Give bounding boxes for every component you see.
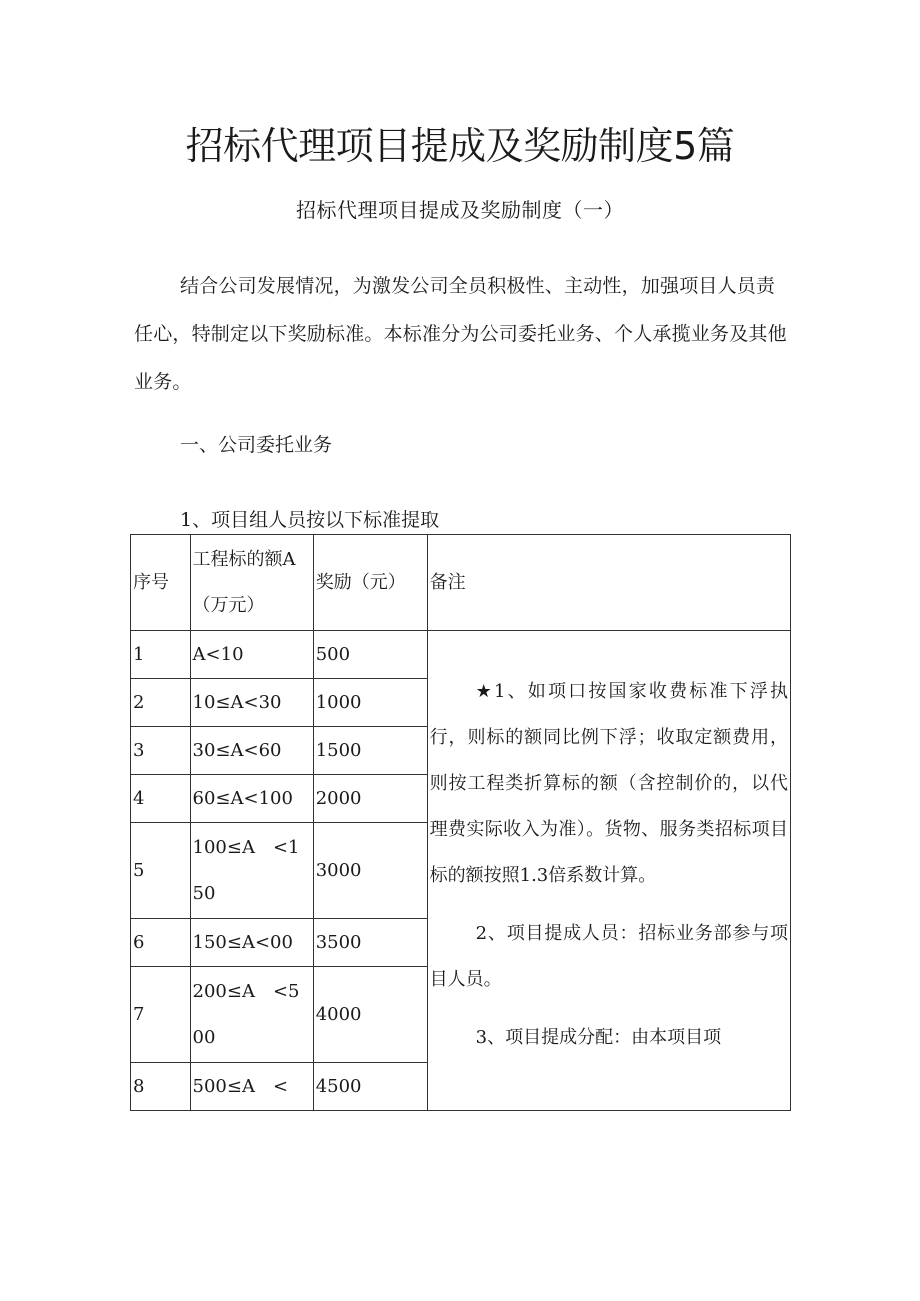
- cell-amount: 30≤A<60: [190, 727, 313, 775]
- header-notes: 备注: [427, 535, 790, 631]
- cell-seq: 6: [131, 919, 191, 967]
- notes-cell: [427, 631, 790, 1111]
- cell-amount: 500≤A <: [190, 1063, 313, 1111]
- header-reward: 奖励（元）: [313, 535, 427, 631]
- reward-table: [130, 534, 791, 1111]
- cell-reward: 4000: [313, 967, 427, 1063]
- cell-seq: 7: [131, 967, 191, 1063]
- cell-seq: 8: [131, 1063, 191, 1111]
- cell-seq: 4: [131, 775, 191, 823]
- note-3: 3、项目提成分配：由本项目项: [475, 1026, 722, 1048]
- note-2: 2、项目提成人员：招标业务部参与项目人员。: [429, 922, 788, 990]
- cell-reward: 1000: [313, 679, 427, 727]
- cell-amount: 200≤A <500: [190, 967, 313, 1063]
- header-seq: 序号: [131, 535, 191, 631]
- intro-paragraph: 结合公司发展情况，为激发公司全员积极性、主动性，加强项目人员责任心，特制定以下奖励标准。本标准分为公司委托业务、个人承揽业务及其他业务。: [134, 275, 787, 393]
- cell-amount: 10≤A<30: [190, 679, 313, 727]
- cell-reward: 3000: [313, 823, 427, 919]
- cell-seq: 3: [131, 727, 191, 775]
- cell-reward: 3500: [313, 919, 427, 967]
- page-title: 招标代理项目提成及奖励制度5篇: [185, 124, 735, 168]
- table-caption: 1、项目组人员按以下标准提取: [180, 509, 440, 531]
- table-header-row: [131, 535, 791, 631]
- cell-amount: A<10: [190, 631, 313, 679]
- cell-reward: 4500: [313, 1063, 427, 1111]
- table-row: [131, 631, 791, 679]
- note-1-text: 1、如项口按国家收费标准下浮执行，则标的额同比例下浮；收取定额费用，则按工程类折算标的额（含控制价的，以代理费实际收入为准）。货物、服务类招标项目标的额按照1.3倍系数计算。: [429, 680, 788, 886]
- cell-reward: 2000: [313, 775, 427, 823]
- cell-seq: 2: [131, 679, 191, 727]
- cell-amount: 150≤A<00: [190, 919, 313, 967]
- document-subtitle: 招标代理项目提成及奖励制度（一）: [296, 198, 624, 222]
- cell-amount: 60≤A<100: [190, 775, 313, 823]
- note-1: [430, 669, 788, 899]
- cell-seq: 1: [131, 631, 191, 679]
- header-amount: 工程标的额A（万元）: [190, 535, 313, 631]
- cell-reward: 500: [313, 631, 427, 679]
- section-heading: 一、公司委托业务: [180, 434, 333, 456]
- cell-seq: 5: [131, 823, 191, 919]
- star-icon: ★: [475, 680, 494, 702]
- cell-amount: 100≤A <150: [190, 823, 313, 919]
- cell-reward: 1500: [313, 727, 427, 775]
